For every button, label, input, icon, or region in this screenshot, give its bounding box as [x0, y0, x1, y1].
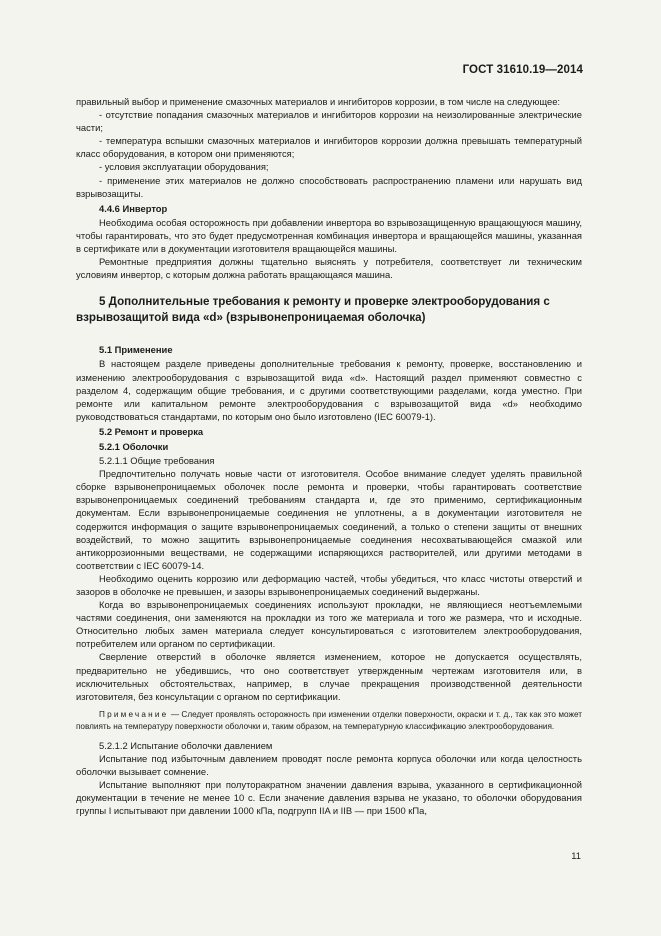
subsection-heading-5-2: 5.2 Ремонт и проверка: [99, 425, 204, 437]
note: [76, 709, 582, 733]
list-item: - температура вспышки смазочных материалов и ингибиторов коррозии должна превышать температурный класс оборудования, в котором они применяются;: [76, 135, 582, 160]
list-item: - отсутствие попадания смазочных материалов и ингибиторов коррозии на неизолированные электрические части;: [76, 109, 582, 134]
standard-header: ГОСТ 31610.19—2014: [462, 64, 583, 76]
subsection-heading-5-2-1: 5.2.1 Оболочки: [99, 440, 169, 452]
paragraph: Испытание выполняют при полуторакратном значении давления взрыва, указанного в сертификационной документации в течение не менее 10 с. Если значение давления взрыва не указано, то оболочки оборудования группы I испытывают при давлении 1000 кПа, подгрупп IIA и IIB — при 1500 кПа,: [76, 779, 582, 817]
page-number: 11: [571, 850, 581, 861]
note-label: Примечание: [99, 709, 169, 719]
section-heading-5: 5 Дополнительные требования к ремонту и проверке электрооборудования с взрывозащитой вида «d» (взрывонепроницаемая оболочка): [76, 295, 550, 325]
paragraph: правильный выбор и применение смазочных материалов и ингибиторов коррозии, в том числе на следующее:: [76, 96, 561, 107]
subsection-heading-5-2-1-1: 5.2.1.1 Общие требования: [99, 455, 215, 467]
paragraph: Предпочтительно получать новые части от изготовителя. Особое внимание следует уделять правильной сборке взрывонепроницаемых оболочек после ремонта и проверки, чтобы гарантировать соответствие взрывонепроницаемых соединений требованиям стандарта и, где это применимо, сертификационным документам. Если взрывонепроницаемые соединения не уплотнены, а в документации изготовителя не содержится информация о защите взрывонепроницаемых соединений, а только о степени защиты от внешних воздействий, то можно защитить взрывонепроницаемые соединения несохватывающейся смазкой или антикоррозионными веществами, не содержащими испаряющихся растворителей, или другими методами в соответствии с IEC 60079-14.: [76, 468, 582, 571]
subsection-heading-5-1: 5.1 Применение: [99, 344, 173, 356]
paragraph: В настоящем разделе приведены дополнительные требования к ремонту, проверке, восстановлению и изменению электрооборудования с взрывозащитой вида «d». Настоящий раздел применяют совместно с разделом 4, содержащим общие требования, и с другими соответствующими разделами, когда уместно. При ремонте или капитальном ремонте электрооборудования с взрывозащитой вида «d» необходимо руководствоваться стандартами, по которым оно было изготовлено (IEC 60079-1).: [76, 358, 582, 422]
paragraph: Ремонтные предприятия должны тщательно выяснять у потребителя, соответствует ли техническим условиям инвертор, с которым должна работать вращающаяся машина.: [76, 256, 582, 281]
paragraph: Испытание под избыточным давлением проводят после ремонта корпуса оболочки или когда целостность оболочки вызывает сомнение.: [76, 752, 582, 778]
paragraph: Необходимо оценить коррозию или деформацию частей, чтобы убедиться, что класс чистоты отверстий и зазоров в оболочке не превышен, и зазоры взрывонепроницаемых соединений выдержаны.: [76, 572, 582, 597]
subsection-heading-5-2-1-2: 5.2.1.2 Испытание оболочки давлением: [99, 739, 273, 751]
subsection-heading-4-4-6: 4.4.6 Инвертор: [99, 202, 168, 214]
paragraph: Сверление отверстий в оболочке является изменением, которое не допускается осуществлять, предварительно не убедившись, что оно соответствует утвержденным чертежам изготовителя или, в исключительных обстоятельствах, например, в случае прекращения производственной деятельности изготовителя, без консультации с органом по сертификации.: [76, 651, 582, 702]
list-item: - применение этих материалов не должно способствовать распространению пламени или нарушать вид взрывозащиты.: [76, 174, 582, 199]
note-text: — Следует проявлять осторожность при изменении отделки поверхности, окраски и т. д., так как это может повлиять на температуру поверхности оболочки и, таким образом, на температурную классификацию электрооборудования.: [76, 709, 582, 731]
paragraph: Когда во взрывонепроницаемых соединениях используют прокладки, не являющиеся неотъемлемыми частями соединения, они заменяются на прокладки из того же материала и того же размера, что и исходные. Относительно любых замен материала следует консультироваться с изготовителем электрооборудования, потребителем или органом по сертификации.: [76, 599, 582, 650]
list-item: - условия эксплуатации оборудования;: [99, 161, 269, 173]
document-body: [76, 95, 582, 817]
paragraph: Необходима особая осторожность при добавлении инвертора во взрывозащищенную вращающуюся машину, чтобы гарантировать, что это будет предусмотренная комбинация инвертора и вращающейся машины, указанная в сертификате или в документации изготовителя вращающейся машины.: [76, 216, 582, 255]
